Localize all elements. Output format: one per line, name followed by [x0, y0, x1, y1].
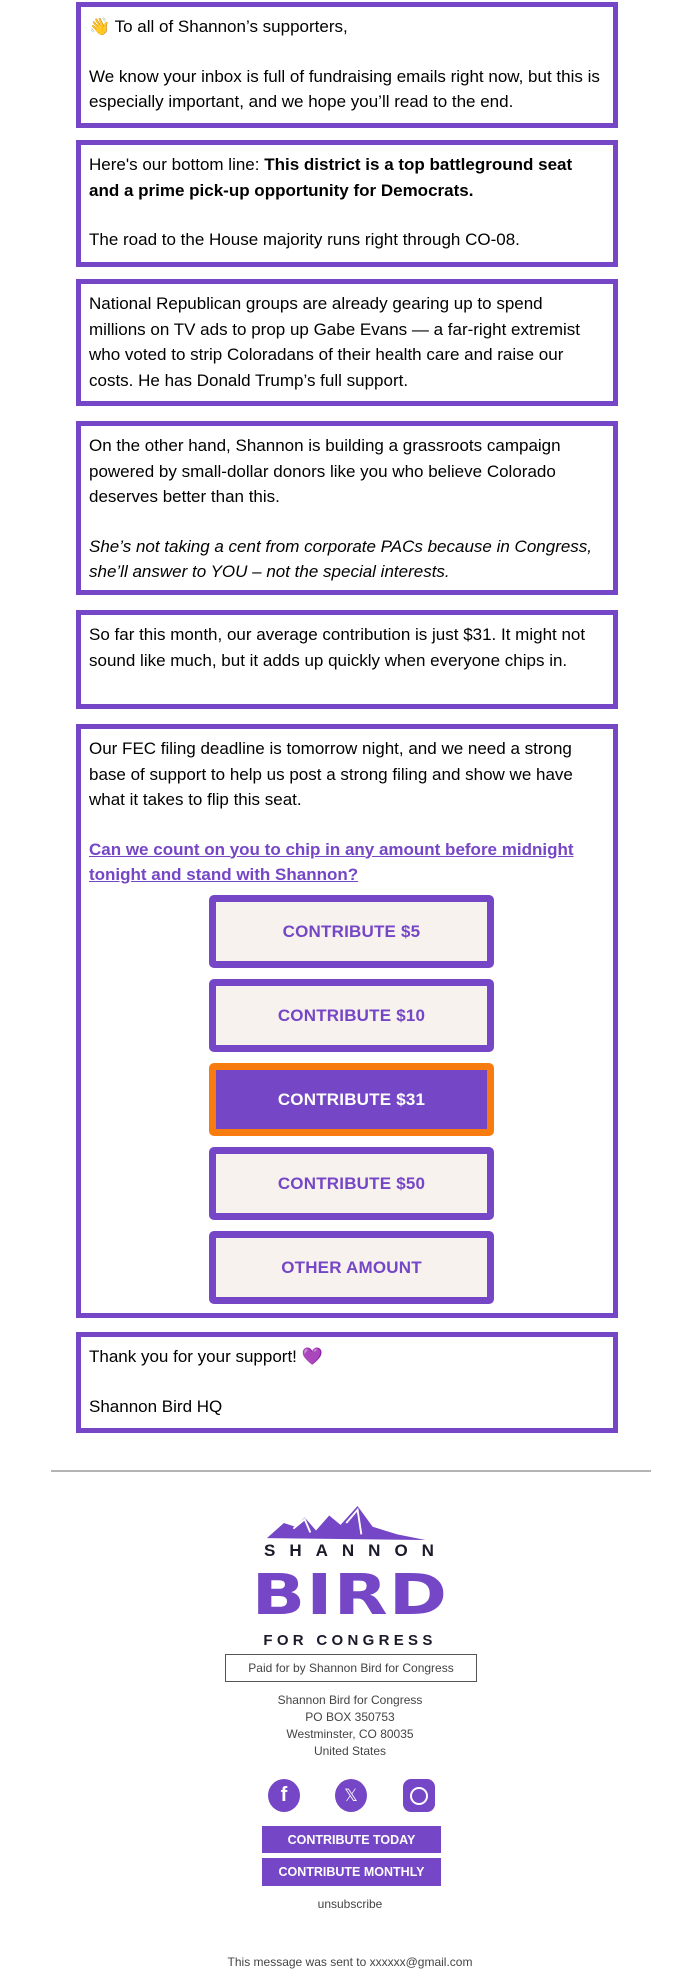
grassroots-box — [76, 421, 618, 595]
mailing-address — [0, 1692, 700, 1760]
sent-to-label: This message was sent to — [227, 1955, 370, 1969]
thanks-box — [76, 1332, 618, 1433]
recipient-email: xxxxxx@gmail.com — [369, 1955, 473, 1969]
logo-for-congress: FOR CONGRESS — [263, 1632, 437, 1649]
purple-heart-icon: 💜 — [301, 1347, 323, 1366]
waving-hand-icon: 👋 — [89, 17, 111, 36]
road-text: The road to the House majority runs right through CO-08. — [89, 230, 520, 249]
average-box — [76, 610, 618, 709]
footer-divider — [51, 1470, 651, 1472]
contribute-50-button[interactable]: CONTRIBUTE $50 — [209, 1147, 494, 1220]
contribute-today-button[interactable]: CONTRIBUTE TODAY — [262, 1826, 441, 1853]
campaign-logo — [250, 1506, 450, 1652]
intro-box — [76, 2, 618, 128]
no-pac-text: She’s not taking a cent from corporate PACs because in Congress, she’ll answer to YOU – not the special interests. — [89, 536, 593, 581]
address-line: Westminster, CO 80035 — [286, 1727, 414, 1741]
other-amount-button[interactable]: OTHER AMOUNT — [209, 1231, 494, 1304]
sent-to-notice — [0, 1955, 700, 1969]
bottom-line-box — [76, 140, 618, 267]
greeting: To all of Shannon’s supporters, — [114, 17, 348, 36]
logo-shannon: SHANNON — [264, 1541, 448, 1560]
contribute-monthly-button[interactable]: CONTRIBUTE MONTHLY — [262, 1858, 441, 1886]
opponent-box — [76, 279, 618, 406]
deadline-text: Our FEC filing deadline is tomorrow night, and we need a strong base of support to help us post a strong filing and show we have what it takes to flip this seat. — [89, 739, 573, 809]
intro-text: We know your inbox is full of fundraising emails right now, but this is especially important, and we hope you’ll read to the end. — [89, 66, 600, 111]
average-text: So far this month, our average contribution is just $31. It might not sound like much, but it adds up quickly when everyone chips in. — [89, 625, 586, 670]
mountains-icon — [250, 1506, 450, 1540]
contribute-10-button[interactable]: CONTRIBUTE $10 — [209, 979, 494, 1052]
instagram-icon[interactable] — [403, 1779, 435, 1812]
paid-for-disclaimer: Paid for by Shannon Bird for Congress — [225, 1654, 477, 1682]
contribute-5-button[interactable]: CONTRIBUTE $5 — [209, 895, 494, 968]
facebook-icon[interactable]: f — [268, 1779, 300, 1812]
signature: Shannon Bird HQ — [89, 1396, 223, 1416]
bottom-line-bold: This district is a top battleground seat and a prime pick-up opportunity for Democrats. — [89, 155, 573, 200]
chip-in-link[interactable]: Can we count on you to chip in any amount before midnight tonight and stand with Shannon? — [89, 839, 574, 884]
unsubscribe-row — [0, 1897, 700, 1911]
address-line: United States — [313, 1744, 387, 1758]
grassroots-text: On the other hand, Shannon is building a grassroots campaign powered by small-dollar donors like you who believe Colorado deserves better than this. — [89, 436, 561, 506]
address-line: Shannon Bird for Congress — [277, 1693, 423, 1707]
thanks-text: Thank you for your support! — [89, 1347, 297, 1366]
logo-bird: BIRD — [251, 1563, 449, 1628]
opponent-text: National Republican groups are already gearing up to spend millions on TV ads to prop up Gabe Evans — a far-right extremist who voted to strip Coloradans of their health care and raise our costs. He has Donald Trump’s full support. — [89, 294, 581, 390]
x-icon[interactable]: 𝕏 — [335, 1779, 367, 1812]
contribute-31-button[interactable]: CONTRIBUTE $31 — [209, 1063, 494, 1136]
address-line: PO BOX 350753 — [305, 1710, 395, 1724]
bottom-line-lead: Here's our bottom line: — [89, 155, 265, 174]
unsubscribe-link[interactable]: unsubscribe — [317, 1897, 383, 1911]
